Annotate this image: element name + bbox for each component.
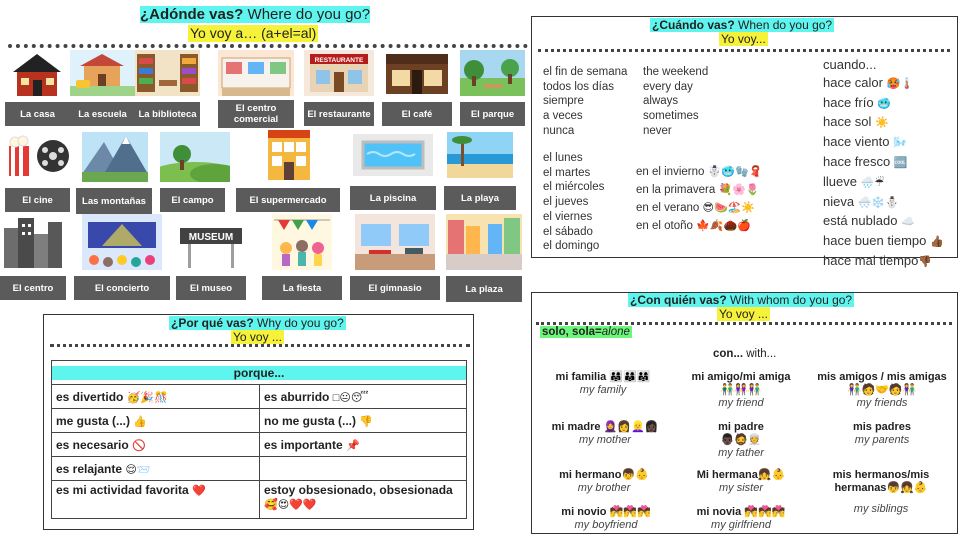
when-subtitle: Yo voy... — [721, 32, 766, 46]
person-en: my brother — [577, 482, 631, 494]
stamp-icon: 🚫 — [132, 439, 146, 452]
why-title — [169, 316, 346, 330]
weather-text: nieva — [823, 193, 855, 209]
place-label: La biblioteca — [135, 102, 200, 126]
porque-header: porque... — [52, 366, 466, 380]
weather-item — [823, 232, 944, 252]
con-label — [713, 348, 776, 360]
person-siblings — [822, 469, 940, 516]
person-en: my friend — [718, 397, 764, 409]
person-es: Mi hermana — [696, 469, 758, 481]
place-label: El parque — [460, 102, 525, 126]
downtown-image — [0, 214, 66, 270]
person-father — [690, 421, 792, 460]
restaurant-sign-text: RESTAURANTE — [314, 57, 364, 64]
beach-image — [447, 132, 513, 178]
place-label: La piscina — [350, 186, 436, 210]
table-row — [52, 385, 467, 409]
weather-item — [823, 173, 944, 193]
where-title-question: ¿Adónde vas? — [140, 6, 244, 23]
siblings-emoji-icon: 👦👧👶 — [886, 482, 928, 494]
solo-english: alone — [601, 326, 630, 338]
cold-emoji-icon: 🥶 — [877, 97, 891, 110]
table-cell — [52, 433, 260, 457]
plaza-image — [446, 214, 522, 270]
season-text: en la primavera — [636, 184, 716, 196]
party-image — [272, 214, 332, 270]
weather-item — [823, 133, 944, 153]
dotted-divider — [8, 44, 528, 48]
table-cell — [260, 433, 467, 457]
father-emoji-icon: 👨🏿🧔👳 — [720, 434, 762, 446]
countryside-image — [160, 132, 230, 182]
person-en: my siblings — [853, 503, 909, 515]
reason-text: es necesario — [56, 437, 129, 452]
mountains-image — [82, 132, 148, 182]
when-title-question: ¿Cuándo vas? — [652, 18, 735, 32]
person-es: mis amigos / mis amigas — [817, 371, 947, 383]
con-text: con... — [713, 348, 744, 360]
supermarket-image — [266, 126, 312, 182]
person-en: my friends — [856, 397, 908, 409]
who-title-question: ¿Con quién vas? — [630, 293, 727, 307]
table-row — [52, 409, 467, 433]
frequency-en-item: always — [643, 95, 679, 108]
where-title — [140, 6, 384, 24]
school-image — [70, 50, 135, 96]
reason-text: estoy obsesionado, obsesionada — [264, 483, 453, 497]
weather-text: hace viento — [823, 134, 890, 150]
place-label: El campo — [160, 188, 225, 212]
solo-text: solo, sola= — [542, 326, 602, 338]
cool-emoji-icon: 🆒 — [893, 156, 908, 169]
season-item — [636, 217, 762, 235]
table-cell — [52, 481, 260, 519]
weather-item — [823, 193, 944, 213]
table-cell — [52, 457, 260, 481]
day-item: el viernes — [543, 210, 593, 223]
table-cell — [260, 385, 467, 409]
season-text: en el verano — [636, 202, 700, 214]
place-label: La fiesta — [262, 276, 342, 300]
season-item — [636, 163, 762, 181]
person-mother — [546, 421, 664, 447]
thumbs-down-icon: 👎🏾 — [918, 255, 933, 268]
place-label: La plaza — [446, 276, 522, 302]
why-subtitle: Yo voy ... — [233, 330, 282, 344]
place-label: El café — [382, 102, 452, 126]
pool-image — [353, 134, 433, 176]
reasons-table — [51, 360, 467, 519]
person-en: my boyfriend — [574, 519, 638, 531]
cloud-emoji-icon: ☁️ — [901, 216, 915, 229]
gym-image — [355, 214, 435, 270]
winter-emoji-icon: ☃️🥶🧤🧣 — [707, 166, 763, 178]
day-item: el domingo — [543, 240, 600, 253]
weather-item — [823, 113, 944, 133]
museum-sign-text: MUSEUM — [188, 232, 234, 243]
house-image — [5, 50, 70, 96]
bored-emoji-icon: □😐😴 — [332, 391, 369, 404]
person-es: mi amigo/mi amiga — [691, 371, 791, 383]
where-subtitle: Yo voy a… (a+el=al) — [190, 25, 317, 41]
frequency-es-item: siempre — [543, 95, 584, 108]
concert-image — [82, 214, 162, 270]
frequency-en-item: every day — [643, 80, 693, 93]
museum-image — [178, 214, 244, 270]
mother-emoji-icon: 🧕👩👱‍♀️👩🏿 — [603, 421, 659, 433]
frequency-en-item: the weekend — [643, 66, 709, 78]
weather-text: hace sol — [823, 114, 872, 130]
thumbs-up-icon: 👍🏾 — [929, 236, 944, 249]
seasons-list — [636, 163, 762, 235]
when-title — [650, 18, 834, 32]
person-es: mis padres — [852, 421, 912, 433]
person-en: my family — [579, 384, 627, 396]
note-icon: 📌 — [346, 439, 360, 452]
snow-emoji-icon: 🌨️❄️⛄ — [857, 196, 899, 209]
person-brother — [552, 469, 656, 495]
weather-text: hace calor — [823, 74, 883, 90]
weather-item — [823, 153, 944, 173]
place-label: El restaurante — [304, 102, 374, 126]
table-cell — [52, 409, 260, 433]
cinema-image — [5, 132, 75, 182]
person-boyfriend — [552, 506, 660, 532]
table-cell — [260, 457, 467, 481]
frequency-es-item: el fin de semana — [543, 66, 628, 78]
person-en: my father — [718, 447, 764, 459]
weather-item — [823, 212, 944, 232]
weather-text: hace fresco — [823, 153, 891, 169]
person-es: mi novio — [561, 506, 607, 518]
place-label: La casa — [5, 102, 70, 126]
spring-emoji-icon: 💐🌸🌷 — [718, 184, 760, 196]
library-image — [135, 50, 200, 96]
season-text: en el invierno — [636, 166, 705, 178]
sun-emoji-icon: ☀️ — [875, 117, 889, 130]
family-emoji-icon: 👨‍👩‍👧👨‍👩‍👦👨‍👩‍👧 — [609, 371, 651, 383]
place-label: El cine — [5, 188, 70, 212]
where-title-english: Where do you go? — [247, 6, 371, 23]
weather-item — [823, 252, 944, 272]
friend-emoji-icon: 👬👭👫 — [720, 384, 762, 396]
weather-text: hace mal tiempo — [823, 252, 919, 268]
when-title-english: When do you go? — [738, 18, 833, 32]
table-row — [52, 481, 467, 519]
table-cell — [260, 409, 467, 433]
person-sister — [686, 469, 796, 495]
table-row — [52, 457, 467, 481]
place-label: El gimnasio — [350, 276, 440, 300]
season-text: en el otoño — [636, 220, 693, 232]
day-item: el jueves — [543, 196, 589, 209]
autumn-emoji-icon: 🍁🍂🌰🍎 — [696, 220, 751, 232]
weather-text: hace frío — [823, 94, 874, 110]
person-parents — [830, 421, 934, 447]
frequency-es-item: todos los días — [543, 80, 614, 93]
friends-emoji-icon: 👫🧑🤝🧑👫 — [847, 384, 917, 396]
solo-label — [540, 326, 632, 338]
person-en: my sister — [719, 482, 763, 494]
weather-list — [823, 56, 944, 272]
table-cell — [52, 385, 260, 409]
person-es: mis hermanos/mis hermanas — [832, 469, 930, 494]
summer-emoji-icon: 😎🍉🏖️☀️ — [702, 202, 756, 214]
con-english: with... — [746, 348, 777, 360]
table-row — [52, 433, 467, 457]
person-family — [548, 371, 658, 397]
restaurant-image — [304, 50, 374, 96]
place-label: La escuela — [70, 102, 135, 126]
place-label: La playa — [444, 186, 516, 210]
park-image — [460, 50, 525, 96]
relaxed-emoji-icon: 😌📨 — [125, 463, 151, 476]
couple-kiss-icon: 💏💏💏 — [609, 506, 651, 518]
who-title — [628, 293, 854, 307]
place-label: El concierto — [74, 276, 170, 300]
days-list — [543, 151, 604, 254]
thumbs-down-icon: 👎 — [359, 415, 374, 428]
place-label: El supermercado — [236, 188, 340, 212]
person-es: mi familia — [555, 371, 607, 383]
place-label: El centro comercial — [218, 100, 294, 128]
day-item: el miércoles — [543, 181, 605, 194]
place-label: Las montañas — [76, 188, 152, 214]
person-en: my parents — [854, 434, 910, 446]
wind-emoji-icon: 🌬️ — [893, 137, 907, 150]
table-header — [52, 361, 467, 385]
why-title-english: Why do you go? — [257, 316, 344, 330]
brother-emoji-icon: 👦👶 — [621, 469, 649, 481]
person-es: mi madre — [551, 421, 601, 433]
person-friends — [810, 371, 954, 410]
party-emoji-icon: 🥳🎉🎊 — [126, 391, 168, 404]
reason-text: no me gusta (...) — [264, 413, 357, 428]
frequency-es-item: nunca — [543, 124, 575, 137]
reason-text: es aburrido — [264, 389, 330, 404]
who-subtitle: Yo voy ... — [719, 307, 768, 321]
thumbs-up-icon: 👍 — [133, 415, 148, 428]
frequency-en-item: never — [643, 124, 672, 137]
weather-item — [823, 94, 944, 114]
season-item — [636, 181, 762, 199]
place-label: El centro — [0, 276, 66, 300]
frequency-es-item: a veces — [543, 110, 583, 123]
person-girlfriend — [688, 506, 794, 532]
person-es: mi padre — [718, 421, 764, 433]
reason-text: es relajante — [56, 461, 123, 476]
person-en: my girlfriend — [711, 519, 771, 531]
love-emoji-icon: 🥰😍❤️❤️ — [264, 499, 317, 511]
person-en: my mother — [579, 434, 631, 446]
weather-item — [823, 74, 944, 94]
person-es: mi novia — [696, 506, 742, 518]
table-row — [52, 361, 467, 385]
weather-text: está nublado — [823, 213, 898, 229]
weather-text: hace buen tiempo — [823, 233, 927, 249]
frequency-en-item: sometimes — [643, 110, 699, 123]
heart-icon: ❤️ — [192, 485, 206, 497]
hot-emoji-icon: 🥵🌡️ — [886, 77, 915, 90]
reason-text: me gusta (...) — [56, 413, 131, 428]
sister-emoji-icon: 👧👶 — [757, 469, 786, 481]
frequency-english-list — [643, 65, 708, 139]
why-title-question: ¿Por qué vas? — [171, 316, 254, 330]
day-item: el martes — [543, 166, 591, 179]
person-es: mi hermano — [559, 469, 622, 481]
reason-text: es importante — [264, 437, 343, 452]
place-label: El museo — [176, 276, 246, 300]
table-cell — [260, 481, 467, 519]
cafe-image — [382, 50, 452, 96]
day-item: el sábado — [543, 225, 593, 238]
person-friend — [680, 371, 802, 410]
day-item: el lunes — [543, 152, 583, 164]
weather-text: llueve — [823, 173, 857, 189]
dotted-divider — [536, 322, 952, 325]
dotted-divider — [538, 49, 950, 52]
reason-text: es mi actividad favorita — [56, 483, 189, 497]
season-item — [636, 199, 762, 217]
dotted-divider — [50, 344, 470, 347]
cuando-label: cuando... — [823, 57, 877, 72]
reason-text: es divertido — [56, 389, 124, 404]
mall-image — [218, 50, 294, 96]
couple-kiss-icon: 💏💏💏 — [744, 506, 786, 518]
frequency-spanish-list — [543, 65, 627, 139]
who-title-english: With whom do you go? — [730, 293, 853, 307]
rain-emoji-icon: 🌧️☔ — [860, 176, 885, 189]
